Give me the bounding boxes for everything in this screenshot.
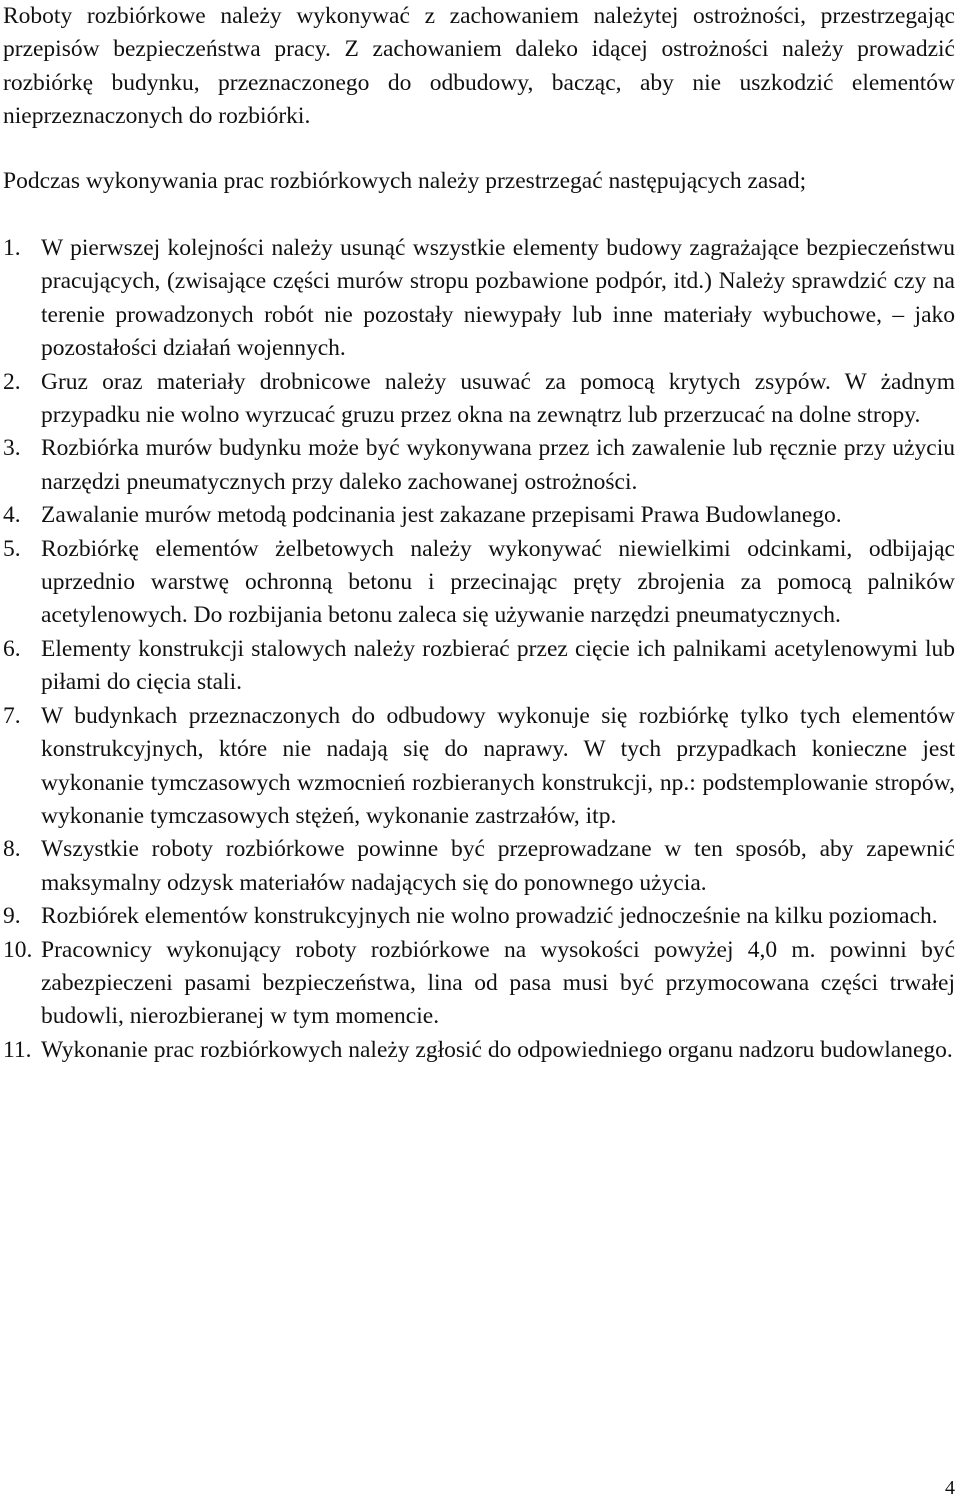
- list-item-number: 10.: [3, 936, 33, 963]
- list-item-number: 5.: [3, 535, 21, 562]
- list-item-number: 4.: [3, 502, 21, 529]
- list-item: [3, 833, 955, 900]
- list-item-number: 3.: [3, 435, 21, 462]
- list-item-text: Gruz oraz materiały drobnicowe należy usuwać za pomocą krytych zsypów. W żadnym przypadku nie wolno wyrzucać gruzu przez okna na zewnątrz lub przerzucać na dolne stropy.: [41, 368, 955, 429]
- list-item: [3, 366, 955, 433]
- list-item-number: 1.: [3, 235, 21, 261]
- list-item-text: Wykonanie prac rozbiórkowych należy zgłosić do odpowiedniego organu nadzoru budowlanego.: [41, 1036, 953, 1063]
- list-item-text: W budynkach przeznaczonych do odbudowy wykonuje się rozbiórkę tylko tych elementów konstrukcyjnych, które nie nadają się do naprawy. W tych przypadkach konieczne jest wykonanie tymczasowych wzmocnień rozbieranych konstrukcji, np.: podstemplowanie stropów, wykonanie tymczasowych stężeń, wykonanie zastrzałów, itp.: [41, 702, 955, 829]
- list-item: [3, 533, 955, 633]
- list-item: [3, 499, 955, 532]
- list-item-text: Zawalanie murów metodą podcinania jest zakazane przepisami Prawa Budowlanego.: [41, 502, 842, 529]
- list-item-text: Wszystkie roboty rozbiórkowe powinne być przeprowadzane w ten sposób, aby zapewnić maksymalny odzysk materiałów nadających się do ponownego użycia.: [41, 836, 955, 896]
- rules-lead-paragraph: Podczas wykonywania prac rozbiórkowych należy przestrzegać następujących zasad;: [3, 168, 807, 194]
- list-item: [3, 1034, 955, 1067]
- list-item-number: 8.: [3, 836, 21, 863]
- list-item-number: 7.: [3, 702, 21, 729]
- list-item: [3, 432, 955, 499]
- list-item-text: Pracownicy wykonujący roboty rozbiórkowe na wysokości powyżej 4,0 m. powinni być zabezpieczeni pasami bezpieczeństwa, lina od pasa musi być przymocowana części trwałej budowli, nierozbieranej w tym momencie.: [41, 936, 955, 1030]
- list-item-number: 2.: [3, 368, 21, 395]
- list-item-text: Rozbiórek elementów konstrukcyjnych nie wolno prowadzić jednocześnie na kilku poziomach.: [41, 903, 938, 930]
- list-item-text: Rozbiórkę elementów żelbetowych należy wykonywać niewielkimi odcinkami, odbijając uprzednio warstwę ochronną betonu i przecinając pręty zbrojenia za pomocą palników acetylenowych. Do rozbijania betonu zaleca się używanie narzędzi pneumatycznych.: [41, 535, 955, 629]
- list-item-number: 9.: [3, 903, 21, 930]
- list-item-text: Rozbiórka murów budynku może być wykonywana przez ich zawalenie lub ręcznie przy użyciu narzędzi pneumatycznych przy daleko zachowanej ostrożności.: [41, 435, 955, 495]
- list-item-text: Elementy konstrukcji stalowych należy rozbierać przez cięcie ich palnikami acetylenowymi lub piłami do cięcia stali.: [41, 635, 955, 696]
- list-item-number: 11.: [3, 1036, 32, 1063]
- list-item-text: W pierwszej kolejności należy usunąć wszystkie elementy budowy zagrażające bezpieczeństwu pracujących, (zwisające części murów stropu pozbawione podpór, itd.) Należy sprawdzić czy na terenie prowadzonych robót nie pozostały niewypały lub inne materiały wybuchowe, – jako pozostałości działań wojennych.: [41, 235, 955, 362]
- list-item-number: 6.: [3, 635, 21, 662]
- list-item: [3, 232, 955, 366]
- intro-paragraph: Roboty rozbiórkowe należy wykonywać z zachowaniem należytej ostrożności, przestrzegając przepisów bezpieczeństwa pracy. Z zachowaniem daleko idącej ostrożności należy prowadzić rozbiórkę budynku, przeznaczonego do odbudowy, bacząc, aby nie uszkodzić elementów nieprzeznaczonych do rozbiórki.: [3, 3, 955, 130]
- page-number: 4: [945, 1477, 955, 1499]
- list-item: [3, 633, 955, 700]
- list-item: [3, 700, 955, 834]
- list-item: [3, 900, 955, 933]
- rules-list: [3, 232, 955, 1067]
- list-item: [3, 934, 955, 1034]
